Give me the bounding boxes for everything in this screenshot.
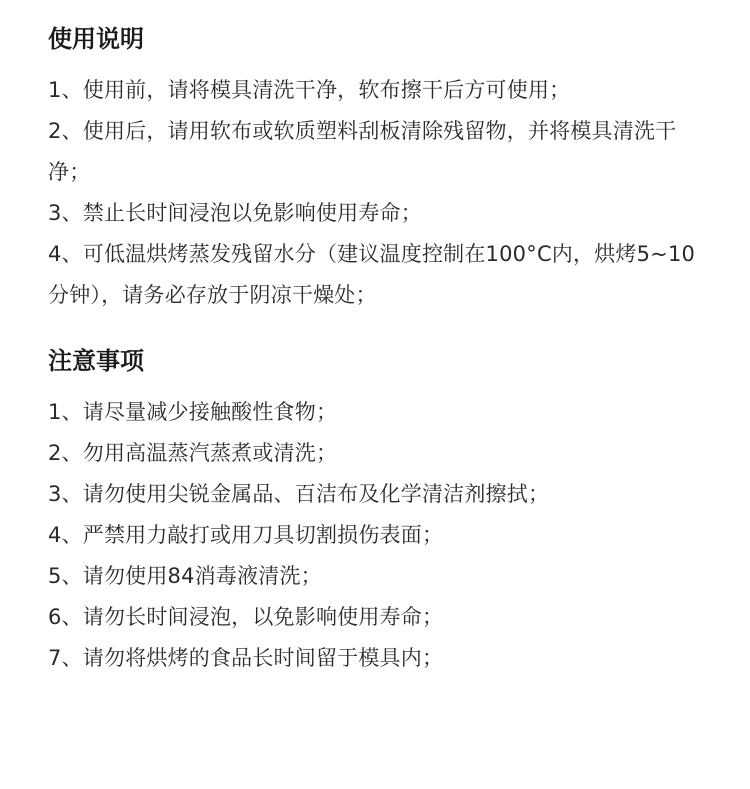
notes-item-2: 2、勿用高温蒸汽蒸煮或清洗； <box>48 441 338 465</box>
usage-list <box>48 70 702 316</box>
usage-section <box>48 22 702 316</box>
notes-item-1: 1、请尽量减少接触酸性食物； <box>48 400 338 424</box>
usage-title: 使用说明 <box>48 25 144 53</box>
notes-item-7: 7、请勿将烘烤的食品长时间留于模具内； <box>48 646 444 670</box>
notes-item-6: 6、请勿长时间浸泡，以免影响使用寿命； <box>48 605 444 629</box>
notes-item-4: 4、严禁用力敲打或用刀具切割损伤表面； <box>48 523 444 547</box>
notes-title: 注意事项 <box>48 347 144 375</box>
notes-item-3: 3、请勿使用尖锐金属品、百洁布及化学清洁剂擦拭； <box>48 482 550 506</box>
notes-section <box>48 344 702 679</box>
usage-item-4: 4、可低温烘烤蒸发残留水分（建议温度控制在100°C内，烘烤5~10分钟），请务必存放于阴凉干燥处； <box>48 242 696 307</box>
usage-item-1: 1、使用前，请将模具清洗干净，软布擦干后方可使用； <box>48 78 571 102</box>
notes-list <box>48 392 702 679</box>
usage-item-3: 3、禁止长时间浸泡以免影响使用寿命； <box>48 201 422 225</box>
usage-item-2: 2、使用后，请用软布或软质塑料刮板清除残留物，并将模具清洗干净； <box>48 119 677 184</box>
notes-item-5: 5、请勿使用84消毒液清洗； <box>48 564 322 588</box>
